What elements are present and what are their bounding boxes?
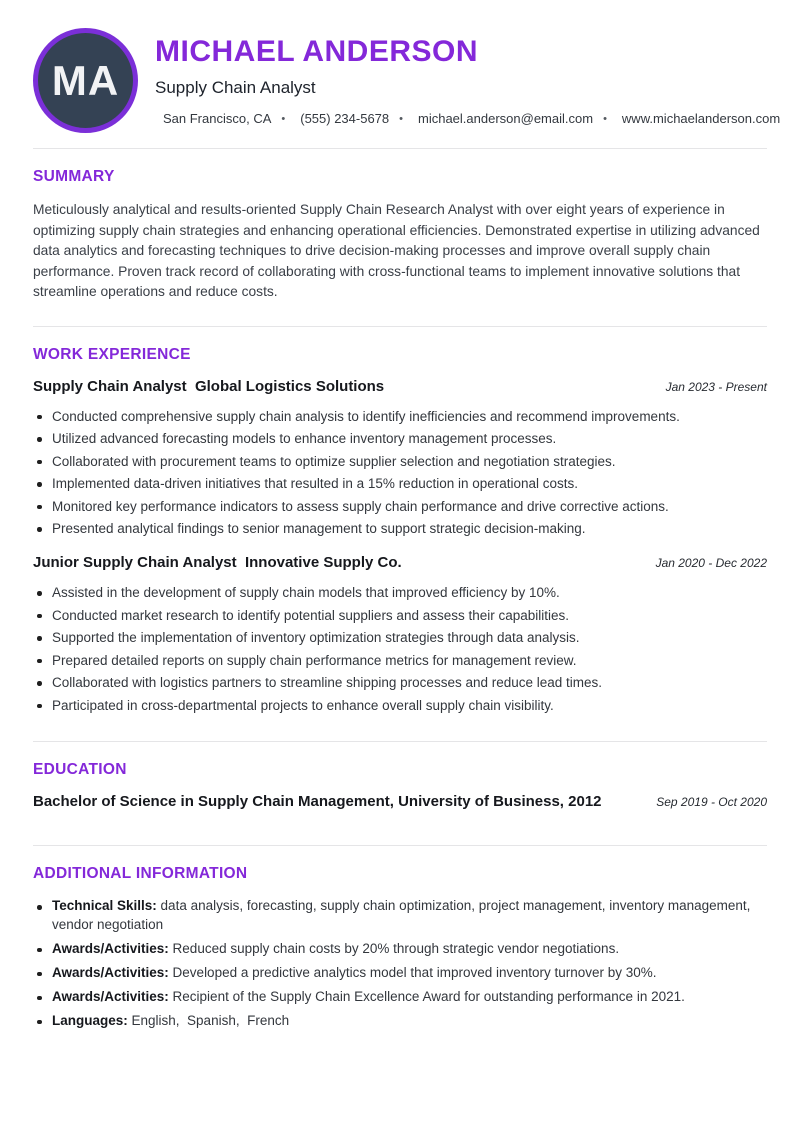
resume-header [33,0,781,148]
contact-separator-dot: • [603,113,607,125]
job-bullet: Utilized advanced forecasting models to enhance inventory management processes. [33,429,767,449]
education-degree: Bachelor of Science in Supply Chain Management, University of Business, 2012 [33,793,602,810]
jobs-list [33,378,767,716]
additional-info-label: Awards/Activities: [52,940,169,956]
job-bullets [33,583,767,716]
avatar-initials: MA [51,56,120,104]
job-entry-header [33,378,767,395]
job-bullet: Implemented data-driven initiatives that resulted in a 15% reduction in operational costs. [33,474,767,494]
section-work-experience [33,326,767,742]
additional-info-item [33,964,767,983]
job-entry-header [33,554,767,571]
contact-separator-dot: • [281,113,286,125]
additional-info-item [33,897,767,934]
work-experience-heading: WORK EXPERIENCE [33,345,191,363]
education-list [33,793,767,810]
contact-email: michael.anderson@email.com [418,111,594,126]
section-summary [33,148,767,326]
education-dates: Sep 2019 - Oct 2020 [656,795,767,809]
job-bullet: Conducted comprehensive supply chain analysis to identify inefficiencies and recommend improvements. [33,407,767,427]
additional-info-text: data analysis, forecasting, supply chain optimization, project management, inventory management, vendor negotiation [52,898,755,932]
job-bullet: Collaborated with procurement teams to optimize supplier selection and negotiation strategies. [33,452,767,472]
job-entry [33,378,767,540]
contact-line [155,111,781,126]
avatar [33,28,138,133]
contact-website: www.michaelanderson.com [621,111,781,126]
additional-information-heading: ADDITIONAL INFORMATION [33,865,248,882]
job-bullets [33,407,767,540]
job-title: Junior Supply Chain Analyst Innovative Supply Co. [33,554,402,571]
additional-info-item [33,940,767,959]
education-heading: EDUCATION [33,761,127,778]
job-bullet: Monitored key performance indicators to assess supply chain performance and drive corrective actions. [33,497,767,517]
candidate-title: Supply Chain Analyst [155,78,316,97]
contact-location: San Francisco, CA [163,111,272,126]
job-bullet: Supported the implementation of inventory optimization strategies through data analysis. [33,628,767,648]
job-bullet: Prepared detailed reports on supply chain performance metrics for management review. [33,651,767,671]
additional-info-text: Developed a predictive analytics model that improved inventory turnover by 30%. [168,964,657,980]
additional-info-text: English, Spanish, French [127,1012,290,1028]
summary-heading: SUMMARY [33,168,115,185]
candidate-name: MICHAEL ANDERSON [155,35,479,68]
additional-info-text: Reduced supply chain costs by 20% through strategic vendor negotiations. [168,940,620,956]
additional-info-label: Awards/Activities: [52,964,169,980]
job-title: Supply Chain Analyst Global Logistics Solutions [33,377,385,395]
additional-info-label: Awards/Activities: [52,988,169,1004]
additional-info-item [33,988,767,1007]
contact-phone: (555) 234-5678 [300,111,390,126]
additional-info-text: Recipient of the Supply Chain Excellence Award for outstanding performance in 2021. [168,988,685,1004]
education-entry [33,793,767,810]
section-additional-information [33,845,767,1059]
job-bullet: Conducted market research to identify potential suppliers and assess their capabilities. [33,606,767,626]
job-bullet: Collaborated with logistics partners to streamline shipping processes and reduce lead times. [33,673,767,693]
job-bullet: Participated in cross-departmental projects to enhance overall supply chain visibility. [33,696,767,716]
section-education [33,741,767,845]
job-dates: Jan 2023 - Present [665,379,767,394]
header-text [155,35,781,126]
job-bullet: Presented analytical findings to senior management to support strategic decision-making. [33,519,767,539]
job-bullet: Assisted in the development of supply chain models that improved efficiency by 10%. [33,583,767,603]
additional-info-item [33,1012,767,1031]
additional-info-label: Technical Skills: [52,898,157,913]
additional-info-list [33,897,767,1030]
summary-text: Meticulously analytical and results-oriented Supply Chain Research Analyst with over eight years of experience in optimizing supply chain strategies and enhancing operational efficiencies. Demonstrated expertise in utilizing advanced data analytics and forecasting techniques to drive decision-making processes and improve overall supply chain performance. Proven track record of collaborating with cross-functional teams to implement innovative solutions that streamline operations and reduce costs. [33,202,760,299]
additional-info-label: Languages: [52,1012,128,1028]
job-dates: Jan 2020 - Dec 2022 [655,556,767,570]
contact-separator-dot: • [399,113,403,125]
job-entry [33,554,767,716]
